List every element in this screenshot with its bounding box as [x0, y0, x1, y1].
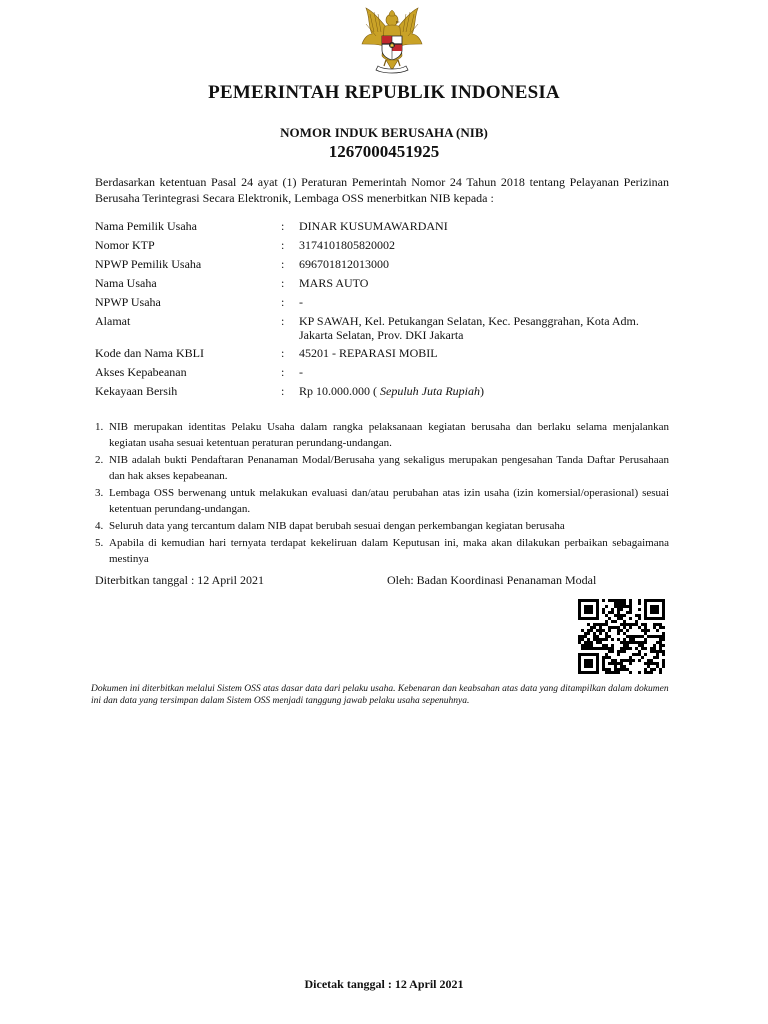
note-text: NIB adalah bukti Pendaftaran Penanaman Modal/Berusaha yang sekaligus merupakan pengesahan Tanda Daftar Perusahaan dan hak akses kepabeanan. — [109, 454, 669, 482]
field-label: Kode dan Nama KBLI — [95, 346, 204, 360]
field-colon: : — [281, 314, 285, 328]
note-number: 1. — [95, 421, 104, 433]
notes-list — [95, 419, 669, 568]
list-item — [95, 485, 669, 517]
net-worth-close: ) — [479, 384, 484, 398]
field-value: DINAR KUSUMAWARDANI — [299, 219, 448, 233]
field-value: MARS AUTO — [299, 276, 369, 290]
nib-number: 1267000451925 — [328, 142, 440, 161]
qr-code-icon — [578, 598, 665, 675]
garuda-emblem-icon — [352, 4, 432, 78]
intro-paragraph: Berdasarkan ketentuan Pasal 24 ayat (1) Peraturan Pemerintah Nomor 24 Tahun 2018 tentang Pelayanan Perizinan Berusaha Terintegrasi Secara Elektronik, Lembaga OSS menerbitkan NIB kepada : — [95, 175, 669, 205]
field-colon: : — [281, 238, 285, 252]
field-row-customs-access — [95, 365, 675, 384]
field-label: Akses Kepabeanan — [95, 365, 187, 379]
field-value: 3174101805820002 — [299, 238, 395, 252]
field-label: Nama Pemilik Usaha — [95, 219, 197, 233]
note-number: 5. — [95, 537, 104, 549]
list-item — [95, 452, 669, 484]
note-text: Seluruh data yang tercantum dalam NIB dapat berubah sesuai dengan perkembangan kegiatan berusaha — [109, 520, 565, 532]
field-label: Nama Usaha — [95, 276, 157, 290]
field-row-ktp — [95, 238, 675, 257]
field-value — [299, 384, 671, 398]
list-item — [95, 535, 669, 567]
field-row-address — [95, 314, 675, 346]
list-item — [95, 518, 669, 534]
field-row-owner-npwp — [95, 257, 675, 276]
note-number: 2. — [95, 454, 104, 466]
field-row-net-worth — [95, 384, 675, 403]
field-label: NPWP Pemilik Usaha — [95, 257, 202, 271]
field-colon: : — [281, 365, 285, 379]
government-title: PEMERINTAH REPUBLIK INDONESIA — [208, 82, 560, 103]
field-label: NPWP Usaha — [95, 295, 161, 309]
field-label: Nomor KTP — [95, 238, 155, 252]
field-row-owner-name — [95, 219, 675, 238]
net-worth-words: Sepuluh Juta Rupiah — [380, 384, 480, 398]
nib-label: NOMOR INDUK BERUSAHA (NIB) — [280, 125, 488, 140]
field-value: 696701812013000 — [299, 257, 389, 271]
field-colon: : — [281, 295, 285, 309]
field-row-business-npwp — [95, 295, 675, 314]
field-value: KP SAWAH, Kel. Petukangan Selatan, Kec. Pesanggrahan, Kota Adm. Jakarta Selatan, Prov. DKI Jakarta — [299, 314, 639, 342]
issued-date: Diterbitkan tanggal : 12 April 2021 — [95, 573, 264, 587]
field-value: 45201 - REPARASI MOBIL — [299, 346, 438, 360]
issuer: Oleh: Badan Koordinasi Penanaman Modal — [387, 573, 597, 587]
business-fields — [95, 219, 675, 403]
field-colon: : — [281, 257, 285, 271]
field-value: - — [299, 295, 303, 309]
list-item — [95, 419, 669, 451]
field-row-business-name — [95, 276, 675, 295]
note-text: Apabila di kemudian hari ternyata terdapat kekeliruan dalam Keputusan ini, maka akan dilakukan perbaikan sebagaimana mestinya — [109, 537, 669, 565]
printed-date: Dicetak tanggal : 12 April 2021 — [304, 977, 464, 991]
field-colon: : — [281, 219, 285, 233]
note-text: NIB merupakan identitas Pelaku Usaha dalam rangka pelaksanaan kegiatan berusaha dan berlaku selama menjalankan kegiatan usaha sesuai ketentuan peraturan perundang-undangan. — [109, 421, 669, 449]
note-number: 3. — [95, 487, 104, 499]
field-colon: : — [281, 384, 285, 398]
field-colon: : — [281, 276, 285, 290]
net-worth-amount: Rp 10.000.000 ( — [299, 384, 380, 398]
field-colon: : — [281, 346, 285, 360]
field-value: - — [299, 365, 303, 379]
disclaimer: Dokumen ini diterbitkan melalui Sistem OSS atas dasar data dari pelaku usaha. Kebenaran dan keabsahan atas data yang ditampilkan dalam dokumen ini dan data yang tersimpan dalam Sistem OSS menjadi tanggung jawab pelaku usaha sepenuhnya. — [91, 684, 669, 706]
field-label: Kekayaan Bersih — [95, 384, 178, 398]
note-number: 4. — [95, 520, 104, 532]
note-text: Lembaga OSS berwenang untuk melakukan evaluasi dan/atau perubahan atas izin usaha (izin komersial/operasional) sesuai ketentuan perundang-undangan. — [109, 487, 669, 515]
field-label: Alamat — [95, 314, 131, 328]
field-row-kbli — [95, 346, 675, 365]
